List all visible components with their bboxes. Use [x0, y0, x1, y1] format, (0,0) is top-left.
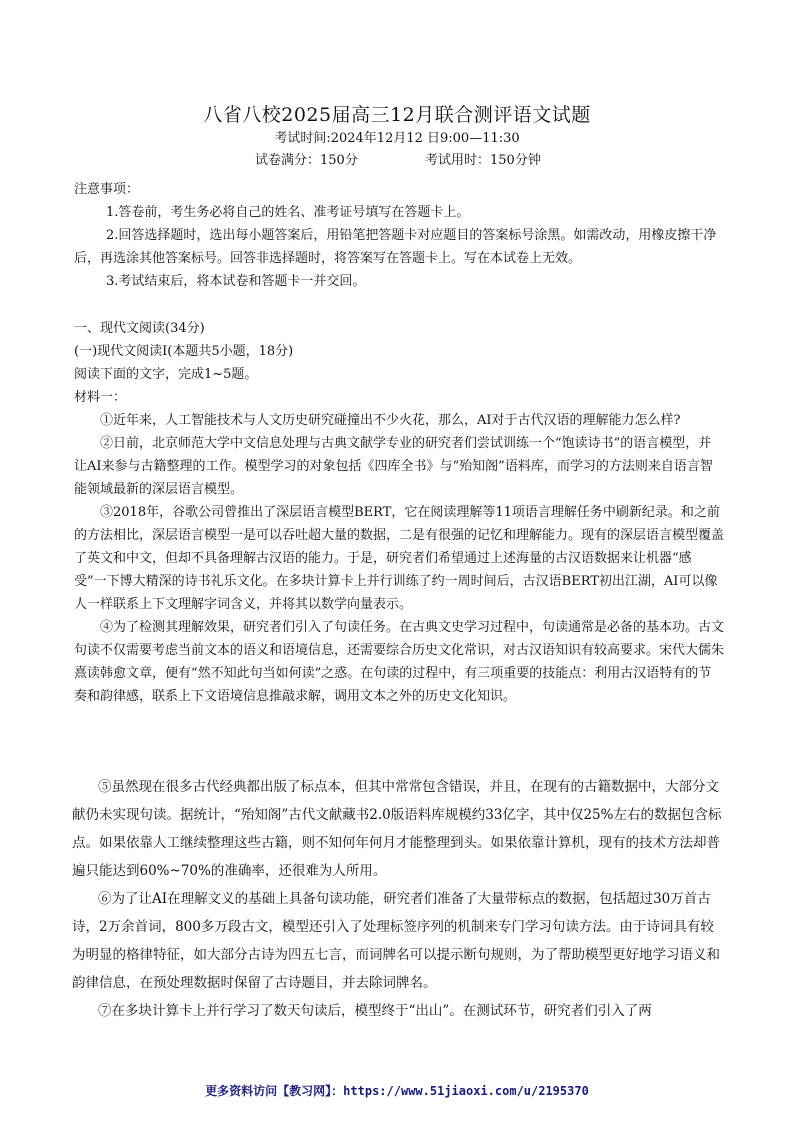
- notice-heading: 注意事项：: [74, 182, 140, 197]
- exam-time: 考试时间:2024年12月12 日9:00—11:30: [274, 131, 520, 146]
- paragraph: ③2018年，谷歌公司曾推出了深层语言模型BERT，它在阅读理解等11项语言理解任务中刷新纪录。和之前的方法相比，深层语言模型一是可以吞吐超大量的数据，二是有很强的记忆和理解能力。现有的深层语言模型覆盖了英文和中文，但却不具备理解古汉语的能力。于是，研究者们希望通过上述海量的古汉语数据来让机器“感受”一下博大精深的诗书礼乐文化。在多块计算卡上并行训练了约一周时间后，古汉语BERT初出江湖，AI可以像人一样联系上下文理解字词含义，并将其以数学向量表示。: [74, 505, 725, 612]
- full-score: 试卷满分：150分: [255, 153, 358, 168]
- paragraph: ①近年来，人工智能技术与人文历史研究碰撞出不少火花，那么，AI对于古代汉语的理解能力怎么样?: [100, 413, 681, 428]
- paragraph: ④为了检测其理解效果，研究者们引入了句读任务。在古典文史学习过程中，句读通常是必备的基本功。古文句读不仅需要考虑当前文本的语义和语境信息，还需要综合历史文化常识，对古汉语知识有较高要求。宋代大儒朱熹读韩愈文章，便有“然不知此句当如何读”之惑。在句读的过程中，有三项重要的技能点：利用古汉语特有的节奏和韵律感，联系上下文语境信息推敲求解，调用文本之外的历史文化知识。: [74, 620, 725, 704]
- notice-item: 1.答卷前，考生务必将自己的姓名、准考证号填写在答题卡上。: [106, 205, 470, 220]
- notice-section: [74, 178, 724, 293]
- reading-section: [74, 317, 724, 708]
- paragraph: ⑥为了让AI在理解文义的基础上具备句读功能，研究者们准备了大量带标点的数据，包括超过30万首古诗，2万余首词，800多万段古文，模型还引入了处理标签序列的机制来专门学习句读方法。由于诗词具有较为明显的格律特征，如大部分古诗为四五七言，而词牌名可以提示断句规则，为了帮助模型更好地学习语义和韵律信息，在预处理数据时保留了古诗题目，并去除词牌名。: [72, 891, 720, 991]
- material-label: 材料一：: [74, 390, 127, 405]
- section-instruction: 阅读下面的文字，完成1~5题。: [74, 367, 258, 382]
- exam-duration: 考试用时：150分钟: [425, 153, 541, 168]
- footer-link[interactable]: 更多资料访问【教习网】：https://www.51jiaoxi.com/u/2195370: [205, 1084, 589, 1098]
- notice-item: 2.回答选择题时，选出每小题答案后，用铅笔把答题卡对应题目的答案标号涂黑。如需改动，用橡皮擦干净后，再选涂其他答案标号。回答非选择题时，将答案写在答题卡上。写在本试卷上无效。: [74, 228, 717, 266]
- reading-section-continued: [72, 773, 726, 1025]
- paragraph: ⑤虽然现在很多古代经典都出版了标点本，但其中常常包含错误，并且，在现有的古籍数据中，大部分文献仍未实现句读。据统计，“殆知阁”古代文献藏书2.0版语料库规模约33亿字，其中仅25%左右的数据包含标点。如果依靠人工继续整理这些古籍，则不知何年何月才能整理到头。如果依靠计算机，现有的技术方法却普遍只能达到60%~70%的准确率，还很难为人所用。: [72, 779, 722, 879]
- notice-item: 3.考试结束后，将本试卷和答题卡一并交回。: [106, 274, 366, 289]
- exam-title: 八省八校2025届高三12月联合测评语文试题: [203, 104, 591, 126]
- exam-score-duration: [255, 149, 655, 168]
- paragraph: ⑦在多块计算卡上并行学习了数天句读后，模型终于“出山”。在测试环节，研究者们引入了两: [98, 1003, 652, 1019]
- section-sub-heading: (一)现代文阅读Ⅰ(本题共5小题，18分): [74, 344, 294, 359]
- section-heading: 一、现代文阅读(34分): [74, 321, 205, 336]
- paragraph: ②日前，北京师范大学中文信息处理与古典文献学专业的研究者们尝试训练一个“饱读诗书”的语言模型，并让AI来参与古籍整理的工作。模型学习的对象包括《四库全书》与“殆知阁”语料库，而学习的方法则来自语言智能领域最新的深层语言模型。: [74, 436, 713, 497]
